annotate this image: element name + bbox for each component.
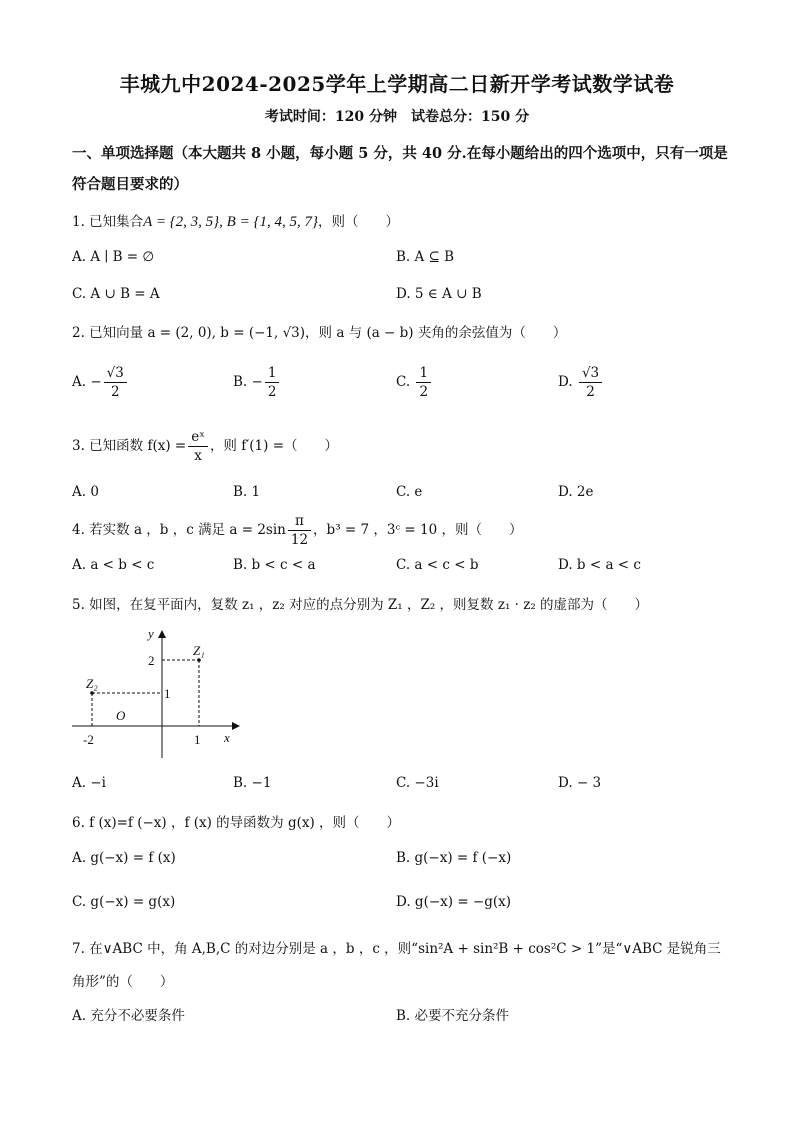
question-6-stem: 6. f (x)=f (−x) ，f (x) 的导函数为 g(x) ，则（ ） (72, 815, 401, 831)
y-axis-label: y (148, 626, 154, 641)
exam-title: 丰城九中2024-2025学年上学期高二日新开学考试数学试卷 (119, 72, 675, 96)
question-5-stem: 5. 如图，在复平面内，复数 z₁ ，z₂ 对应的点分别为 Z₁ ，Z₂ ，则复数 z₁ · z₂ 的虚部为（ ） (72, 597, 649, 613)
y-axis-arrow (158, 630, 166, 638)
q1-option-d: D. 5 ∈ A ∪ B (396, 286, 482, 302)
q4-fraction: $\frac{\pi}{12}$ (288, 512, 311, 549)
question-1-stem (72, 210, 399, 231)
q6-option-c: C. g(−x) = g(x) (72, 894, 176, 910)
q1-option-a: A. A ∣ B = ∅ (72, 249, 155, 265)
q6-option-b: B. g(−x) = f (−x) (396, 850, 512, 866)
q5-option-b: B. −1 (233, 775, 272, 791)
question-4-stem: 4. 若实数 a ，b ，c 满足 a = 2sin $\frac{\pi}{12}$ ，b³ = 7 ，3ᶜ = 10 ，则（ ） (72, 513, 523, 548)
question-7-stem-line1: 7. 在∨ABC 中，角 A,B,C 的对边分别是 a ，b ，c ，则“sin²A + sin²B + cos²C > 1”是“∨ABC 是锐角三 (72, 941, 721, 957)
point-z1 (197, 658, 201, 662)
x-tick-1: 1 (194, 732, 201, 747)
q4-option-c: C. a < c < b (396, 557, 479, 573)
q2-option-d-fraction: $\frac{√3}{2}$ (579, 364, 602, 401)
q2-option-a-fraction: $\frac{√3}{2}$ (104, 364, 127, 401)
z2-label: Z₂ (86, 676, 98, 691)
q2-option-b-fraction: $\frac{1}{2}$ (265, 364, 280, 401)
q4-option-b: B. b < c < a (233, 557, 316, 573)
q1-stem-prefix: 1. 已知集合 (72, 214, 144, 230)
complex-plane-figure (72, 624, 242, 764)
q2-option-d: D. $\frac{√3}{2}$ (558, 364, 604, 401)
q2-option-c-fraction: $\frac{1}{2}$ (416, 364, 431, 401)
question-2-stem: 2. 已知向量 a = (2, 0), b = (−1, √3)，则 a 与 (a − b) 夹角的余弦值为（ ） (72, 325, 567, 341)
q6-option-d: D. g(−x) = −g(x) (396, 894, 512, 910)
q4-option-a: A. a < b < c (72, 557, 155, 573)
q2-option-a: A. − $\frac{√3}{2}$ (72, 364, 129, 401)
q7-option-a: A. 充分不必要条件 (72, 1008, 185, 1024)
section-heading: 一、单项选择题（本大题共 8 小题，每小题 5 分，共 40 分.在每小题给出的四个选项中，只有一项是符合题目要求的） (72, 145, 728, 193)
q3-option-c: C. e (396, 484, 423, 500)
q3-fraction: $\frac{\text{eˣ}}{x}$ (188, 428, 208, 465)
q4-option-d: D. b < a < c (558, 557, 641, 573)
question-7-stem-line2: 角形”的（ ） (72, 974, 174, 990)
q3-option-b: B. 1 (233, 484, 261, 500)
q1-stem-suffix: ，则（ ） (317, 214, 399, 230)
q3-option-d: D. 2e (558, 484, 594, 500)
q5-option-a: A. −i (72, 775, 106, 791)
q5-option-d: D. − 3 (558, 775, 602, 791)
origin-label: O (116, 708, 126, 723)
q5-option-c: C. −3i (396, 775, 439, 791)
q2-option-c: C. $\frac{1}{2}$ (396, 364, 433, 401)
point-z2 (90, 691, 94, 695)
x-axis-arrow (232, 722, 240, 730)
question-3-stem: 3. 已知函数 f(x) = $\frac{\text{eˣ}}{x}$ ，则 f′(1) =（ ） (72, 429, 339, 464)
q1-stem-math: A = {2, 3, 5}, B = {1, 4, 5, 7} (143, 214, 318, 230)
q1-option-c: C. A ∪ B = A (72, 286, 160, 302)
y-tick-2: 2 (148, 653, 155, 668)
x-tick-neg2: -2 (83, 732, 94, 747)
exam-subtitle: 考试时间：120 分钟 试卷总分：150 分 (264, 109, 530, 125)
x-axis-label: x (224, 730, 230, 745)
q1-option-b: B. A ⊆ B (396, 249, 455, 265)
z1-label: Z₁ (193, 643, 205, 658)
q7-option-b: B. 必要不充分条件 (396, 1008, 510, 1024)
y-tick-1: 1 (164, 686, 171, 701)
q3-option-a: A. 0 (72, 484, 99, 500)
q2-option-b: B. − $\frac{1}{2}$ (233, 364, 281, 401)
q6-option-a: A. g(−x) = f (x) (72, 850, 176, 866)
